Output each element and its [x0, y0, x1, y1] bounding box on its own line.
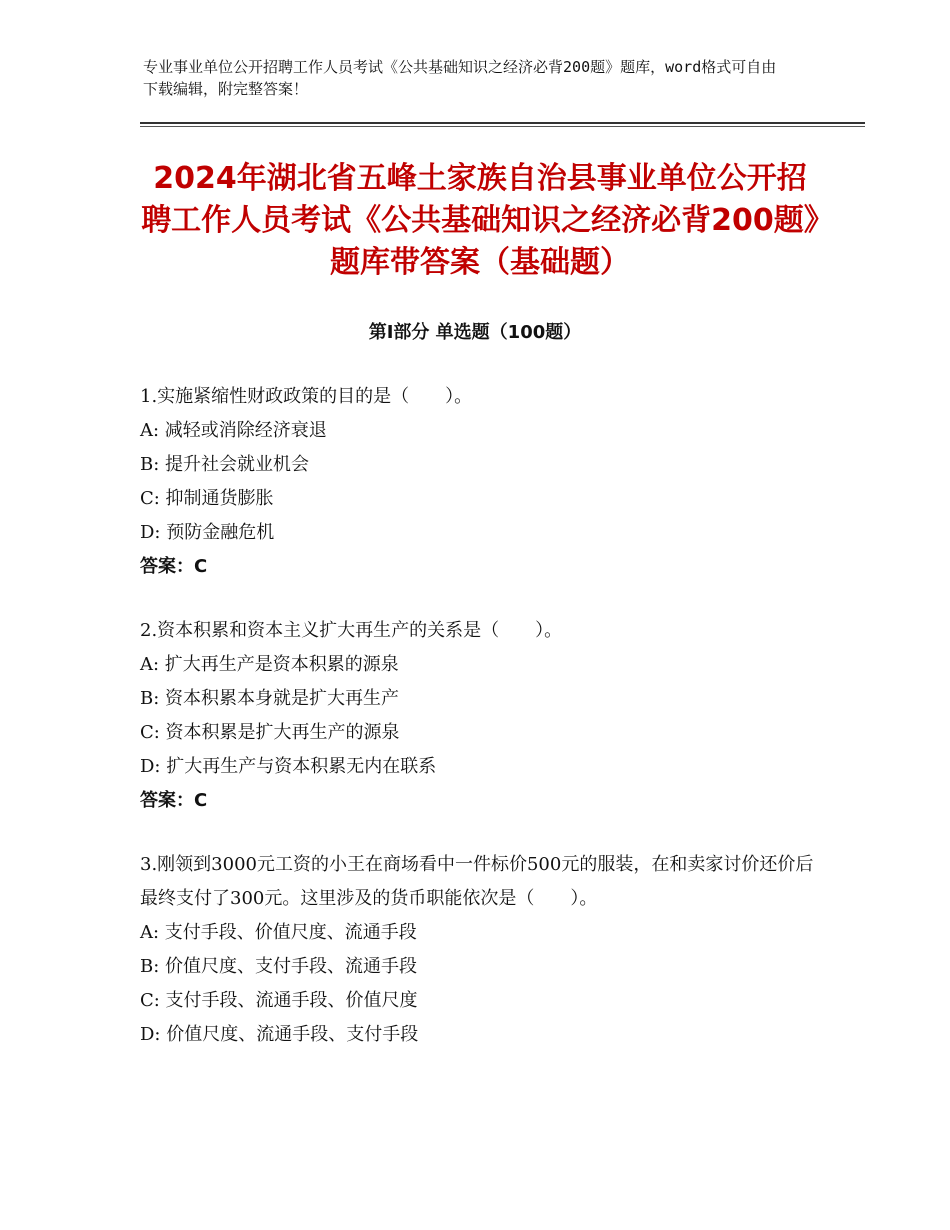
question-2	[140, 614, 820, 818]
answer-label: 答案：C	[140, 556, 208, 577]
option-d: D: 价值尺度、流通手段、支付手段	[140, 1024, 419, 1045]
question-stem: 1.实施紧缩性财政政策的目的是（ ）。	[140, 386, 473, 407]
question-list	[140, 380, 820, 1082]
option-b: B: 资本积累本身就是扩大再生产	[140, 688, 400, 709]
option-a: A: 扩大再生产是资本积累的源泉	[140, 654, 399, 675]
question-3	[140, 848, 820, 1052]
option-c: C: 支付手段、流通手段、价值尺度	[140, 990, 418, 1011]
section-title: 第Ⅰ部分 单选题（100题）	[368, 322, 582, 343]
answer-label: 答案：C	[140, 790, 208, 811]
question-stem: 2.资本积累和资本主义扩大再生产的关系是（ ）。	[140, 620, 563, 641]
option-c: C: 资本积累是扩大再生产的源泉	[140, 722, 400, 743]
document-title: 2024年湖北省五峰土家族自治县事业单位公开招聘工作人员考试《公共基础知识之经济必背200题》题库带答案（基础题）	[141, 161, 819, 280]
option-b: B: 价值尺度、支付手段、流通手段	[140, 956, 418, 977]
question-1	[140, 380, 820, 584]
option-b: B: 提升社会就业机会	[140, 454, 310, 475]
header-divider-thin	[140, 126, 865, 127]
option-a: A: 支付手段、价值尺度、流通手段	[140, 922, 417, 943]
header-divider	[140, 122, 865, 124]
option-c: C: 抑制通货膨胀	[140, 488, 274, 509]
option-d: D: 预防金融危机	[140, 522, 275, 543]
header-text: 专业事业单位公开招聘工作人员考试《公共基础知识之经济必背200题》题库，word格式可自由下载编辑，附完整答案！	[143, 58, 777, 98]
option-a: A: 减轻或消除经济衰退	[140, 420, 327, 441]
option-d: D: 扩大再生产与资本积累无内在联系	[140, 756, 437, 777]
question-stem: 3.刚领到3000元工资的小王在商场看中一件标价500元的服装，在和卖家讨价还价后最终支付了300元。这里涉及的货币职能依次是（ ）。	[140, 854, 814, 909]
